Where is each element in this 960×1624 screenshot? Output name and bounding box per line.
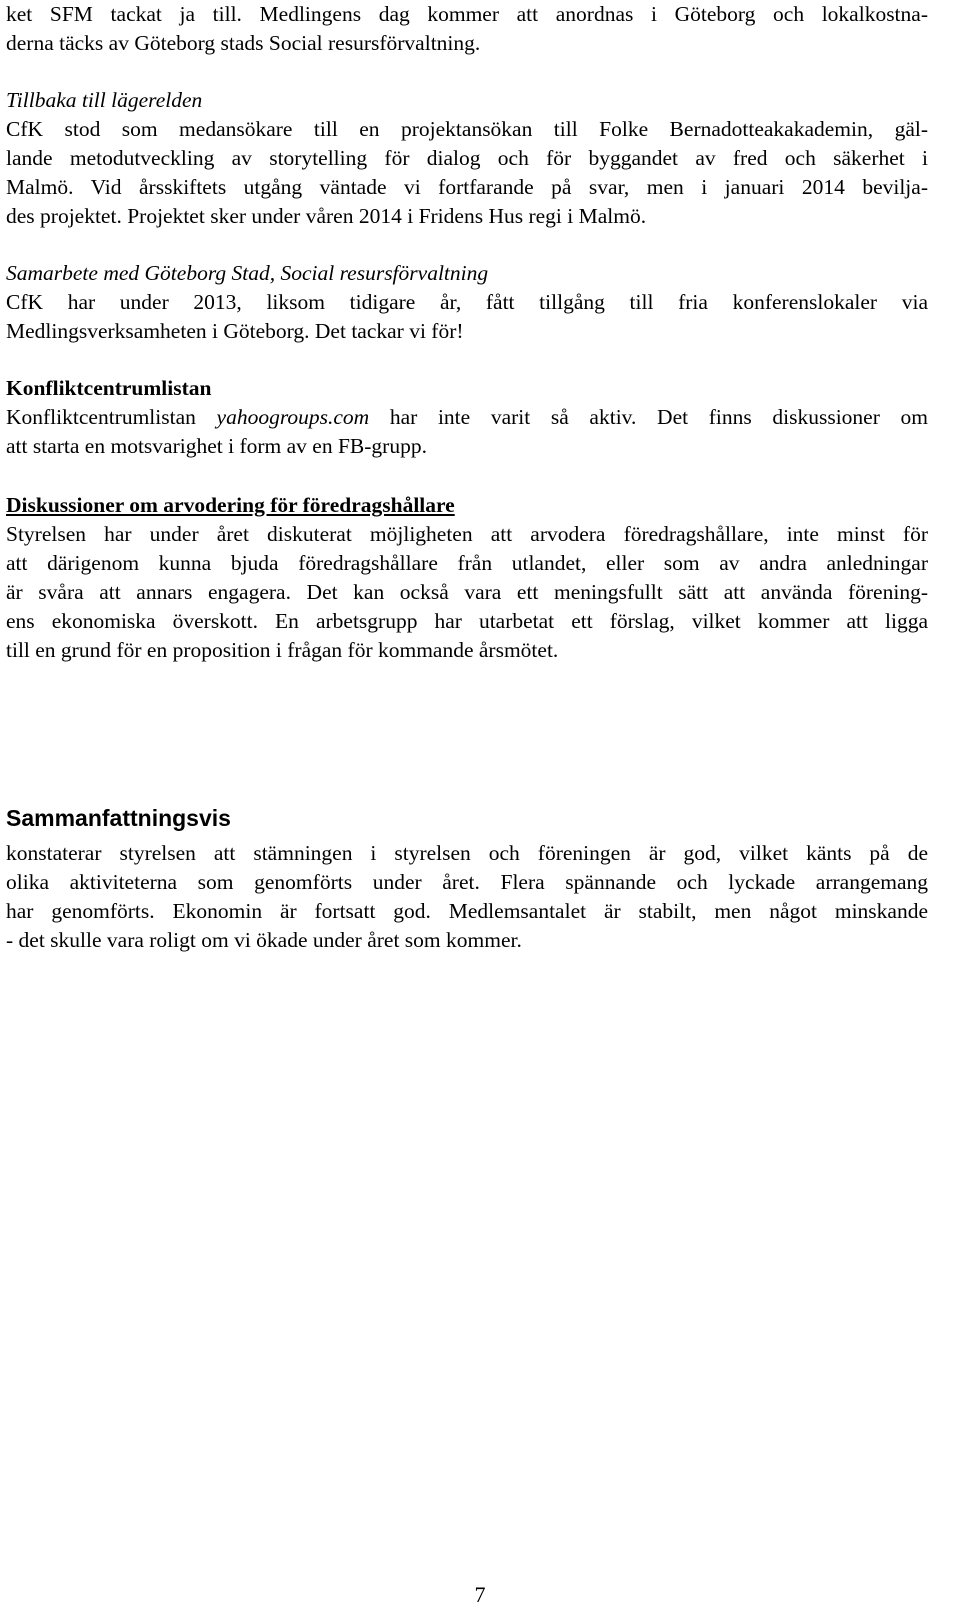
lagerelden-line-2: lande metodutveckling av storytelling för dialog och för byggandet av fred och säkerhet i	[6, 146, 928, 170]
lagerelden-line-3: Malmö. Vid årsskiftets utgång väntade vi fortfarande på svar, men i januari 2014 beviljа-	[6, 175, 928, 199]
yahoogroups-text: yahoogroups.com	[216, 405, 370, 429]
section-heading-arvodering: Diskussioner om arvodering för föredragshållare	[6, 493, 455, 517]
arvodering-line-5: till en grund för en proposition i frågan för kommande årsmötet.	[6, 638, 559, 662]
sammanfattning-line-3: har genomförts. Ekonomin är fortsatt god. Medlemsantalet är stabilt, men något minskande	[6, 899, 928, 923]
samarbete-line-2: Medlingsverksamheten i Göteborg. Det tackar vi för!	[6, 319, 464, 343]
section-heading-samarbete: Samarbete med Göteborg Stad, Social resursförvaltning	[6, 261, 489, 285]
konfliktcentrumlistan-text-post: har inte varit så aktiv. Det finns diskussioner om	[369, 405, 928, 429]
page-number: 7	[474, 1582, 486, 1607]
section-samarbete	[6, 259, 928, 346]
section-heading-lagerelden: Tillbaka till lägerelden	[6, 88, 203, 112]
samarbete-line-1: CfK har under 2013, liksom tidigare år, fått tillgång till fria konferenslokaler via	[6, 290, 928, 314]
sammanfattning-line-1: konstaterar styrelsen att stämningen i styrelsen och föreningen är god, vilket känts på de	[6, 841, 928, 865]
section-arvodering	[6, 491, 928, 665]
konfliktcentrumlistan-line-1	[6, 403, 928, 432]
konfliktcentrumlistan-text-pre: Konfliktcentrumlistan	[6, 405, 217, 429]
arvodering-line-1: Styrelsen har under året diskuterat möjligheten att arvodera föredragshållare, inte minst för	[6, 522, 928, 546]
konfliktcentrumlistan-line-2: att starta en motsvarighet i form av en FB-grupp.	[6, 434, 427, 458]
sammanfattning-line-2: olika aktiviteterna som genomförts under året. Flera spännande och lyckade arrangemang	[6, 870, 928, 894]
lagerelden-line-4: des projektet. Projektet sker under våren 2014 i Fridens Hus regi i Malmö.	[6, 204, 647, 228]
section-lagerelden	[6, 86, 928, 231]
arvodering-line-2: att därigenom kunna bjuda föredragshållare från utlandet, eller som av andra anledningar	[6, 551, 928, 575]
lagerelden-line-1: CfK stod som medansökare till en projektansökan till Folke Bernadotteakakademin, gäl-	[6, 117, 928, 141]
arvodering-line-4: ens ekonomiska överskott. En arbetsgrupp har utarbetat ett förslag, vilket kommer att ligga	[6, 609, 928, 633]
section-heading-sammanfattning: Sammanfattningsvis	[6, 805, 231, 831]
sammanfattning-line-4: - det skulle vara roligt om vi ökade under året som kommer.	[6, 928, 522, 952]
arvodering-line-3: är svåra att annars engagera. Det kan också vara ett meningsfullt sätt att använda förening-	[6, 580, 928, 604]
section-sammanfattning	[6, 804, 928, 955]
intro-line-1: ket SFM tackat ja till. Medlingens dag kommer att anordnas i Göteborg och lokalkostna-	[6, 2, 928, 26]
intro-paragraph	[6, 0, 928, 58]
intro-line-2: derna täcks av Göteborg stads Social resursförvaltning.	[6, 31, 481, 55]
section-heading-konfliktcentrumlistan: Konfliktcentrumlistan	[6, 376, 212, 400]
section-konfliktcentrumlistan	[6, 374, 928, 461]
